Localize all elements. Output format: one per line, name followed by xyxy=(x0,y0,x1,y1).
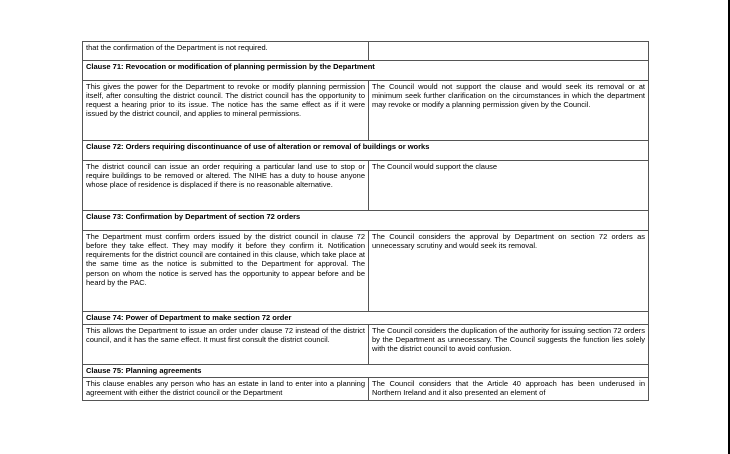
clause-heading: Clause 71: Revocation or modification of planning permission by the Department xyxy=(83,61,649,81)
clause-heading: Clause 75: Planning agreements xyxy=(83,365,649,378)
response-cell: The Council considers the approval by Department on section 72 orders as unnecessary scrutiny and would seek its removal. xyxy=(369,231,649,312)
clause-heading: Clause 73: Confirmation by Department of section 72 orders xyxy=(83,211,649,231)
clause-heading-row xyxy=(83,365,649,378)
response-cell: The Council would not support the clause and would seek its removal or at minimum seek further clarification on the circumstances in which the department may revoke or modify a planning permission given by the Council. xyxy=(369,81,649,141)
response-cell: The Council considers the duplication of the authority for issuing section 72 orders by the Department as unnecessary. The Council suggests the function lies solely with the district council to avoid confusion. xyxy=(369,325,649,365)
consultation-response-table xyxy=(82,41,649,401)
description-cell: The Department must confirm orders issued by the district council in clause 72 before they take effect. They may modify it before they confirm it. Notification requirements for the district council are contained in this clause, which take place at the same time as the notice is submitted to the Department for approval. The person on whom the notice is served has the opportunity to appear before and be heard by the PAC. xyxy=(83,231,369,312)
description-cell: This allows the Department to issue an order under clause 72 instead of the district council, and it has the same effect. It must first consult the district council. xyxy=(83,325,369,365)
clause-heading: Clause 74: Power of Department to make section 72 order xyxy=(83,312,649,325)
table-row xyxy=(83,42,649,61)
description-cell: This clause enables any person who has an estate in land to enter into a planning agreement with either the district council or the Department xyxy=(83,378,369,400)
description-cell: that the confirmation of the Department is not required. xyxy=(83,42,369,61)
clause-heading-row xyxy=(83,211,649,231)
clause-heading: Clause 72: Orders requiring discontinuance of use of alteration or removal of buildings or works xyxy=(83,141,649,161)
description-cell: This gives the power for the Department to revoke or modify planning permission itself, after consulting the district council. The district council has the opportunity to request a hearing prior to its issue. The notice has the same effect as if it were issued by the district council, and applies to mineral permissions. xyxy=(83,81,369,141)
description-cell: The district council can issue an order requiring a particular land use to stop or require buildings to be removed or altered. The NIHE has a duty to house anyone whose place of residence is displaced if there is no reasonable alternative. xyxy=(83,161,369,211)
clause-heading-row xyxy=(83,61,649,81)
clause-heading-row xyxy=(83,141,649,161)
response-cell: The Council would support the clause xyxy=(369,161,649,211)
table-row xyxy=(83,378,649,400)
response-cell xyxy=(369,42,649,61)
table-row xyxy=(83,161,649,211)
response-cell: The Council considers that the Article 40 approach has been underused in Northern Ireland and it also presented an element of xyxy=(369,378,649,400)
table-row xyxy=(83,81,649,141)
clause-heading-row xyxy=(83,312,649,325)
table-row xyxy=(83,231,649,312)
table-row xyxy=(83,325,649,365)
